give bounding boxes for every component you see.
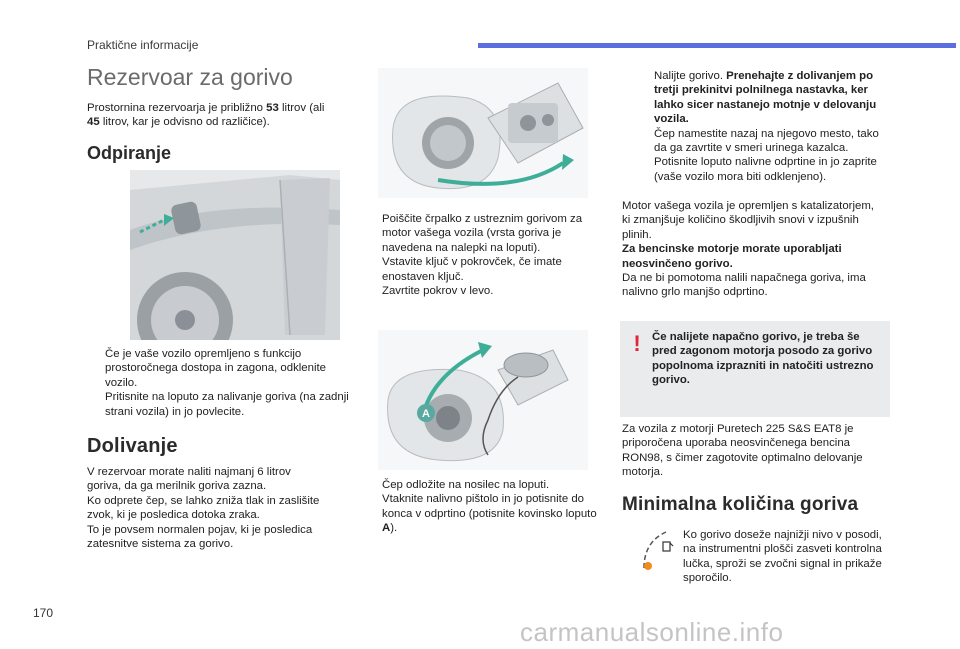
list-item: Če je vaše vozilo opremljeno s funkcijo prostoročnega dostopa in zagona, odklenite vozilo. [105, 348, 327, 389]
intro-paragraph: Prostornina rezervoarja je približno 53 litrov (ali 45 litrov, kar je odvisno od različice). [87, 102, 325, 129]
catalyst-paragraph: Motor vašega vozila je opremljen s katalizatorjem, ki zmanjšuje količino škodljivih snovi v izpušnih plinih. Za bencinske motorje morate uporabljati neosvinčeno gorivo. Da ne bi pomotoma nalili napačnega goriva, ima nalivno grlo manjšo odprtino. [622, 200, 874, 299]
list-item: Poiščite črpalko z ustreznim gorivom za motor vašega vozila (vrsta goriva je navedena na nalepki na loputi). [382, 213, 583, 254]
min-fuel-text: Ko gorivo doseže najnižji nivo v posodi, na instrumentni plošči zasveti kontrolna lučka, sproži se zvočni signal in prikaže sporočilo. [683, 529, 882, 585]
warning-icon: ! [633, 331, 641, 356]
list-item: Zavrtite pokrov v levo. [382, 285, 494, 298]
list-item: Vstavite ključ v pokrovček, če imate enostaven ključ. [382, 256, 562, 283]
section-header: Praktične informacije [87, 38, 199, 52]
list-item: Čep namestite nazaj na njegovo mesto, tako da ga zavrtite v smeri urinega kazalca. [654, 127, 879, 155]
fuel-nozzle-illustration [378, 330, 588, 470]
opening-heading: Odpiranje [87, 143, 172, 163]
filling-steps-c [636, 69, 894, 184]
list-item: Vtaknite nalivno pištolo in jo potisnite do konca v odprtino (potisnite kovinsko loputo A). [382, 493, 597, 535]
filling-paragraph: V rezervoar morate naliti najmanj 6 litrov goriva, da ga merilnik goriva zazna. Ko odprete čep, se lahko zniža tlak in zaslišite zvok, ki je posledica dotoka zraka. To je povsem normalen pojav, ki je posledica zatesnitve sistema za gorivo. [87, 466, 320, 551]
list-item: Čep odložite na nosilec na loputi. [382, 479, 550, 491]
header-accent-bar [478, 43, 956, 48]
fuel-gauge-icon [640, 528, 676, 572]
opening-steps [87, 347, 349, 419]
list-item: Potisnite loputo nalivne odprtine in jo zaprite (vaše vozilo mora biti odklenjeno). [654, 156, 877, 183]
list-item: Pritisnite na loputo za nalivanje goriva (na zadnji strani vozila) in jo povlecite. [105, 391, 349, 418]
min-fuel-heading: Minimalna količina goriva [622, 494, 859, 515]
watermark: carmanualsonline.info [520, 617, 784, 647]
filling-heading: Dolivanje [87, 435, 178, 457]
label-a: A [422, 408, 430, 420]
page-title: Rezervoar za gorivo [87, 64, 293, 90]
filling-steps-a [364, 212, 600, 298]
warning-box [620, 321, 890, 417]
puretech-paragraph: Za vozila z motorji Puretech 225 S&S EAT8 je priporočena uporaba neosvinčenega bencina RON98, s čimer zagotovite optimalno delovanje motorja. [622, 423, 863, 479]
page-number: 170 [33, 606, 54, 620]
fuel-cap-open-illustration [378, 68, 588, 198]
warning-text: Če nalijete napačno gorivo, je treba še pred zagonom motorja posodo za gorivo popolnoma izprazniti in natočiti ustrezno gorivo. [652, 331, 874, 387]
filling-steps-b [364, 478, 600, 536]
car-fuel-flap-illustration [130, 170, 340, 340]
list-item: Nalijte gorivo. Prenehajte z dolivanjem po tretji prekinitvi polnilnega nastavka, ker lahko sicer nastanejo motnje v delovanju vozila. [654, 70, 877, 126]
